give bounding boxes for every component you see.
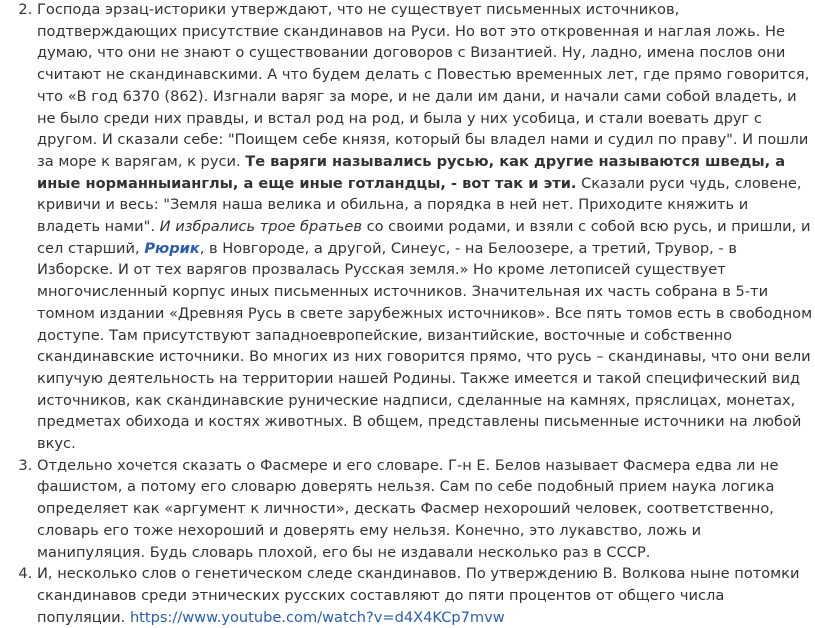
item-2-bold-quote: Те варяги назывались русью, как другие называются шведы, а иные норманныианглы, а еще иные готландцы, - вот так и эти.: [37, 152, 786, 192]
item-2-text-3: со своими родами, и взяли с собой всю русь, и пришли, и сел старший,: [37, 218, 811, 257]
list-item-4: [37, 563, 813, 628]
item-3-text: Отдельно хочется сказать о Фасмере и его словаре. Г-н Е. Белов называет Фасмера едва ли не фашистом, а потому его словарю доверять нельзя. Сам по себе подобный прием наука логика определяет как «аргумент к личности», дескать Фасмер нехороший человек, соответственно, словарь его тоже нехороший и доверять ему нельзя. Конечно, это лукавство, ложь и манипуляция. Будь словарь плохой, его бы не издавали несколько раз в СССР.: [37, 456, 779, 561]
item-2-text-2: Сказали руси чудь, словене, кривичи и весь: "Земля наша велика и обильна, а порядка в ней нет. Приходите княжить и владеть нами".: [37, 174, 802, 236]
item-2-text-4: , в Новгороде, а другой, Синеус, - на Белоозере, а третий, Трувор, - в Изборске. И от тех варягов прозвалась Русская земля.» Но кроме летописей существует многочисленный корпус иных письменных источников. Значительная их часть собрана в 5-ти томном издании «Древняя Русь в свете зарубежных источников». Все пять томов есть в свободном доступе. Там присутствуют западноевропейские, византийские, восточные и собственно скандинавские источники. Во многих из них говорится прямо, что русь – скандинавы, что они вели кипучую деятельность на территории нашей Родины. Также имеется и такой специфический вид источников, как скандинавские рунические надписи, сделанные на камнях, пряслицах, монетах, предметах обихода и костях животных. В общем, представлены письменные источники на любой вкус.: [37, 239, 813, 453]
item-4-text: И, несколько слов о генетическом следе скандинавов. По утверждению В. Волкова ныне потомки скандинавов среди этнических русских составляют до пяти процентов от общего числа популяции.: [37, 565, 800, 626]
list-item-2: [37, 0, 813, 455]
rurik-name: Рюрик: [144, 239, 200, 257]
youtube-link[interactable]: https://www.youtube.com/watch?v=d4X4KCp7mvw: [129, 608, 505, 626]
list-item-3: [37, 455, 813, 564]
item-2-text-1: Господа эрзац-историки утверждают, что не существует письменных источников, подтверждающих присутствие скандинавов на Руси. Но вот это откровенная и наглая ложь. Не думаю, что они не знают о существовании договоров с Византией. Ну, ладно, имена послов они считают не скандинавскими. А что будем делать с Повестью временных лет, где прямо говорится, что «В год 6370 (862). Изгнали варяг за море, и не дали им дани, и начали сами собой владеть, и не было среди них правды, и встал род на род, и была у них усобица, и стали воевать друг с другом. И сказали себе: "Поищем себе князя, который бы владел нами и судил по праву". И пошли за море к варягам, к руси.: [37, 1, 810, 170]
item-2-italic-phrase: И избрались трое братьев: [159, 218, 362, 236]
